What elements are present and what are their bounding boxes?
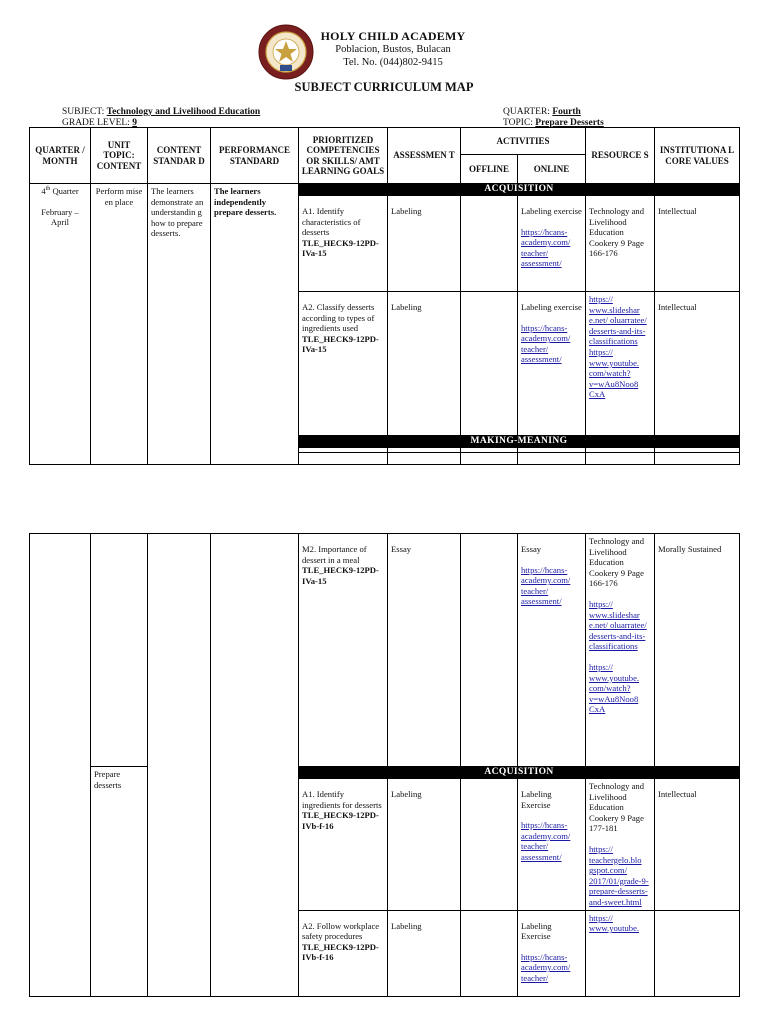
resources-cell: Technology and Livelihood Education Cookery 9 Page 177-181 https:// teachergelo.blo gspot.com/ 2017/01/grade-9-prepare-desserts-and-sweet.html: [586, 779, 655, 911]
core-value-cell: Intellectual: [655, 779, 740, 911]
header-online: ONLINE: [518, 155, 586, 184]
school-name: HOLY CHILD ACADEMY: [320, 29, 466, 43]
unit-topic-cell: Prepare desserts: [91, 767, 148, 997]
header-content-standard: CONTENT STANDAR D: [148, 128, 211, 184]
competency-cell: A2. Follow workplace safety procedures TLE_HECK9-12PD-IVb-f-16: [299, 910, 388, 996]
online-cell: Labeling exercise https://hcans-academy.com/ teacher/ assessment/: [518, 292, 586, 436]
header-resources: RESOURCE S: [586, 128, 655, 184]
competency-cell: A1. Identify characteristics of desserts TLE_HECK9-12PD-IVa-15: [299, 196, 388, 292]
competency-cell: M2. Importance of dessert in a meal TLE_HECK9-12PD-IVa-15: [299, 534, 388, 767]
quarter-line: QUARTER: Fourth: [503, 107, 581, 117]
online-link[interactable]: https://hcans-academy.com/ teacher/ assessment/: [521, 820, 571, 862]
grade-level-value: 9: [132, 118, 137, 128]
resource-link[interactable]: https:// www.youtube. com/watch? v=wAu8Noo8 CxA: [589, 661, 640, 715]
content-standard-cell: [148, 534, 211, 997]
quarter-month-cell: [30, 534, 91, 997]
offline-cell: [461, 779, 518, 911]
subject-value: Technology and Livelihood Education: [106, 107, 261, 117]
content-standard-cell: The learners demonstrate an understandin g how to prepare desserts.: [148, 184, 211, 465]
header-core-values: INSTITUTIONA L CORE VALUES: [655, 128, 740, 184]
resource-link[interactable]: https:// www.slideshar e.net/ oluarratee/ desserts-and-its- classifications: [589, 598, 647, 652]
performance-standard-cell: The learners independently prepare desserts.: [211, 184, 299, 465]
quarter-value: Fourth: [552, 107, 581, 117]
offline-cell: [461, 534, 518, 767]
resources-cell: [586, 910, 655, 996]
document-title: SUBJECT CURRICULUM MAP: [294, 80, 474, 94]
resources-cell: [586, 292, 655, 436]
months-text: February – April: [41, 206, 79, 228]
quarter-month-cell: 4th Quarter February – April: [30, 184, 91, 465]
online-cell: Labeling Exercise https://hcans-academy.com/ teacher/: [518, 910, 586, 996]
resources-cell: Technology and Livelihood Education Cookery 9 Page 166-176 https:// www.slideshar e.net/ oluarratee/ desserts-and-its- classifications https:// www.youtube. com/watch? v=wAu8Noo8 CxA: [586, 534, 655, 767]
core-value-cell: Intellectual: [655, 196, 740, 292]
grade-level-line: GRADE LEVEL: 9: [62, 118, 137, 128]
header-unit-topic: UNIT TOPIC: CONTENT: [91, 128, 148, 184]
assessment-cell: Essay: [388, 534, 461, 767]
core-value-cell: [655, 910, 740, 996]
unit-topic-cell: Perform mise en place: [91, 184, 148, 465]
resource-link[interactable]: https:// www.slideshar e.net/ oluarratee/ desserts-and-its- classifications: [589, 294, 647, 347]
school-address: Poblacion, Bustos, Bulacan: [335, 44, 451, 55]
acquisition-band: ACQUISITION: [299, 184, 740, 196]
subject-line: SUBJECT: Technology and Livelihood Education: [62, 107, 261, 117]
competency-cell: A2. Classify desserts according to types of ingredients used TLE_HECK9-12PD-IVa-15: [299, 292, 388, 436]
header-performance-standard: PERFORMANCE STANDARD: [211, 128, 299, 184]
core-value-cell: Intellectual: [655, 292, 740, 436]
performance-standard-cell: [211, 534, 299, 997]
resource-link[interactable]: https:// www.youtube. com/watch? v=wAu8Noo8 CxA: [589, 346, 640, 400]
assessment-cell: Labeling: [388, 292, 461, 436]
assessment-cell: Labeling: [388, 779, 461, 911]
school-seal-logo: [258, 24, 314, 80]
resources-cell: Technology and Livelihood Education Cookery 9 Page 166-176: [586, 196, 655, 292]
header-quarter-month: QUARTER / MONTH: [30, 128, 91, 184]
curriculum-map-table-1: [29, 127, 740, 465]
competency-cell: A1. Identify ingredients for desserts TLE_HECK9-12PD-IVb-f-16: [299, 779, 388, 911]
header-activities: ACTIVITIES: [461, 128, 586, 155]
unit-topic-cell: [91, 534, 148, 767]
school-telephone: Tel. No. (044)802-9415: [343, 57, 443, 68]
header-assessment: ASSESSMEN T: [388, 128, 461, 184]
online-link[interactable]: https://hcans-academy.com/ teacher/ assessment/: [521, 322, 571, 365]
resource-link[interactable]: https:// www.youtube.: [589, 912, 640, 934]
header-competencies: PRIORITIZED COMPETENCIES OR SKILLS/ AMT LEARNING GOALS: [299, 128, 388, 184]
offline-cell: [461, 910, 518, 996]
online-cell: Essay https://hcans-academy.com/ teacher/ assessment/: [518, 534, 586, 767]
topic-line: TOPIC: Prepare Desserts: [503, 118, 604, 128]
core-value-cell: Morally Sustained: [655, 534, 740, 767]
online-link[interactable]: https://hcans-academy.com/ teacher/ assessment/: [521, 226, 571, 269]
topic-value: Prepare Desserts: [535, 118, 604, 128]
offline-cell: [461, 292, 518, 436]
online-cell: Labeling exercise https://hcans-academy.com/ teacher/ assessment/: [518, 196, 586, 292]
header-offline: OFFLINE: [461, 155, 518, 184]
making-meaning-band: MAKING-MEANING: [299, 436, 740, 448]
curriculum-map-table-2: [29, 533, 740, 997]
assessment-cell: Labeling: [388, 196, 461, 292]
offline-cell: [461, 196, 518, 292]
online-link[interactable]: https://hcans-academy.com/ teacher/: [521, 951, 571, 983]
online-cell: Labeling Exercise https://hcans-academy.com/ teacher/ assessment/: [518, 779, 586, 911]
assessment-cell: Labeling: [388, 910, 461, 996]
acquisition-band: ACQUISITION: [299, 767, 740, 779]
resource-link[interactable]: https:// teachergelo.blo gspot.com/ 2017/01/grade-9-prepare-desserts-and-sweet.html: [589, 843, 649, 907]
online-link[interactable]: https://hcans-academy.com/ teacher/ assessment/: [521, 564, 571, 607]
